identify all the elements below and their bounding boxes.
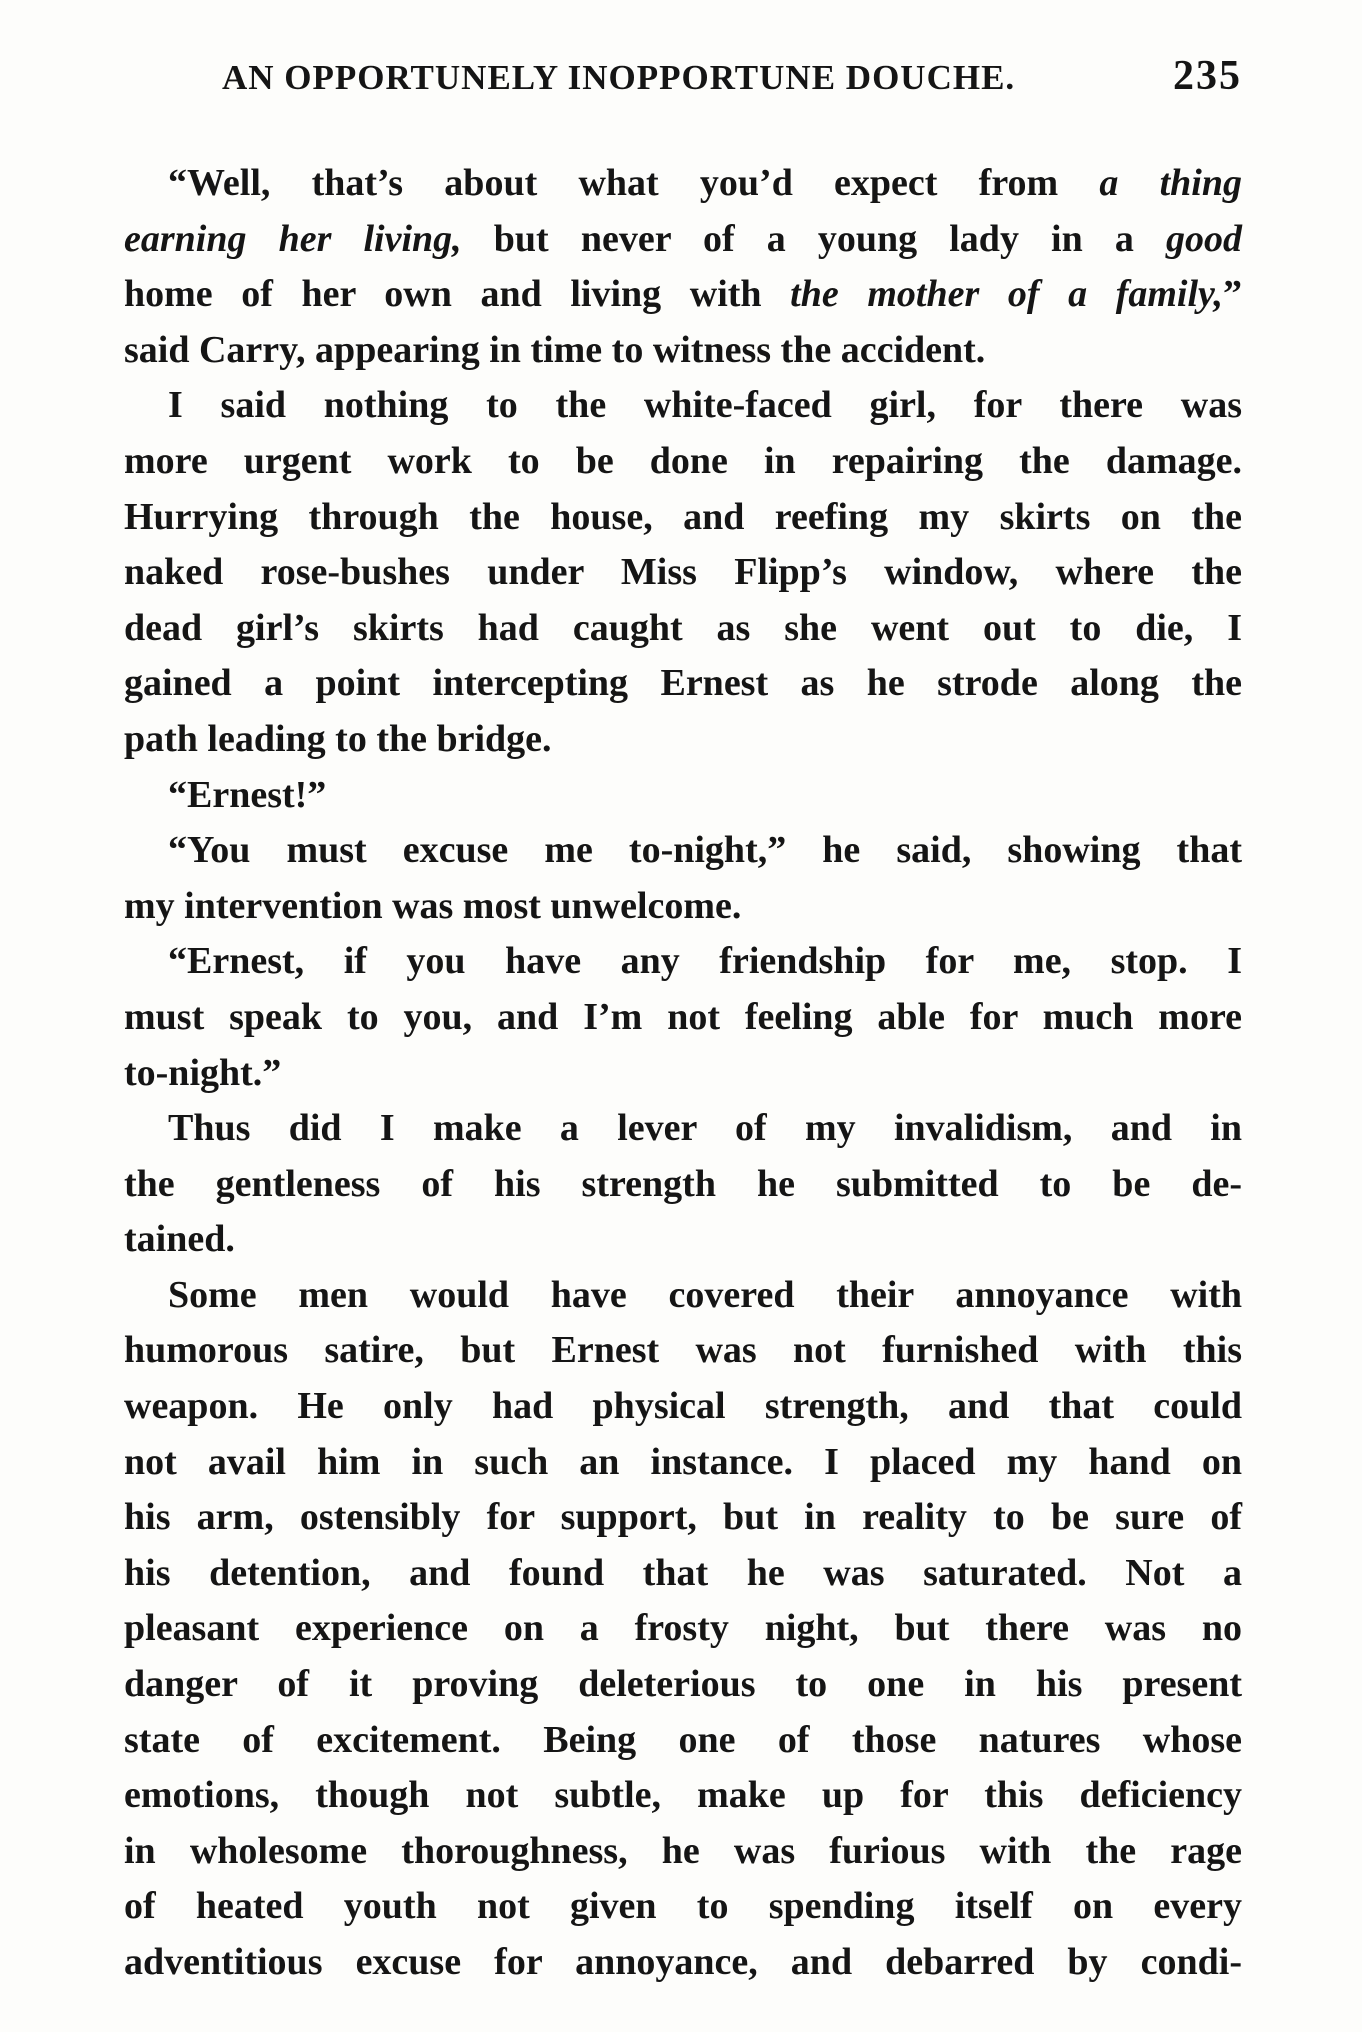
- running-head: [222, 53, 1242, 110]
- text-line: tained.: [124, 1218, 235, 1261]
- text-line: Thus did I make a lever of my invalidism, and in: [168, 1107, 1242, 1150]
- text-line: to-night.”: [124, 1051, 282, 1094]
- text-line: state of excitement. Being one of those natures whose: [124, 1718, 1242, 1761]
- text-line: gained a point intercepting Ernest as he strode along the: [124, 662, 1242, 705]
- text-line: Hurrying through the house, and reefing my skirts on the: [124, 495, 1242, 538]
- text-line: earning her living, but never of a young lady in a good: [124, 217, 1242, 260]
- text-line: “You must excuse me to-night,” he said, showing that: [168, 829, 1242, 872]
- text-line: I said nothing to the white-faced girl, for there was: [168, 384, 1242, 427]
- text-line: must speak to you, and I’m not feeling able for much more: [124, 995, 1242, 1038]
- text-line: naked rose-bushes under Miss Flipp’s window, where the: [124, 551, 1242, 594]
- text-line: Some men would have covered their annoyance with: [168, 1273, 1242, 1316]
- text-line: “Well, that’s about what you’d expect from a thing: [168, 162, 1242, 204]
- text-line: path leading to the bridge.: [124, 717, 552, 760]
- text-line: not avail him in such an instance. I placed my hand on: [124, 1440, 1242, 1483]
- text-line: adventitious excuse for annoyance, and debarred by condi-: [124, 1941, 1242, 1983]
- page-number: 235: [1173, 53, 1242, 99]
- text-line: the gentleness of his strength he submitted to be de-: [124, 1162, 1242, 1205]
- body-text: [124, 156, 1242, 1991]
- text-line: humorous satire, but Ernest was not furnished with this: [124, 1329, 1242, 1372]
- text-line: danger of it proving deleterious to one in his present: [124, 1663, 1242, 1706]
- text-line: dead girl’s skirts had caught as she went out to die, I: [124, 606, 1242, 649]
- text-line: in wholesome thoroughness, he was furious with the rage: [124, 1829, 1242, 1872]
- running-title: AN OPPORTUNELY INOPPORTUNE DOUCHE.: [222, 58, 1016, 97]
- text-line: emotions, though not subtle, make up for this deficiency: [124, 1774, 1242, 1817]
- text-line: weapon. He only had physical strength, and that could: [124, 1385, 1242, 1428]
- text-line: of heated youth not given to spending itself on every: [124, 1885, 1242, 1928]
- text-line: more urgent work to be done in repairing the damage.: [124, 439, 1242, 482]
- text-line: “Ernest, if you have any friendship for me, stop. I: [168, 940, 1242, 983]
- text-line: home of her own and living with the mother of a family,”: [124, 273, 1242, 316]
- text-line: his arm, ostensibly for support, but in reality to be sure of: [124, 1496, 1242, 1539]
- text-line: pleasant experience on a frosty night, but there was no: [124, 1607, 1242, 1650]
- text-line: my intervention was most unwelcome.: [124, 884, 742, 927]
- text-line: his detention, and found that he was saturated. Not a: [124, 1551, 1242, 1594]
- text-line: “Ernest!”: [168, 773, 327, 816]
- text-line: said Carry, appearing in time to witness the accident.: [124, 328, 986, 371]
